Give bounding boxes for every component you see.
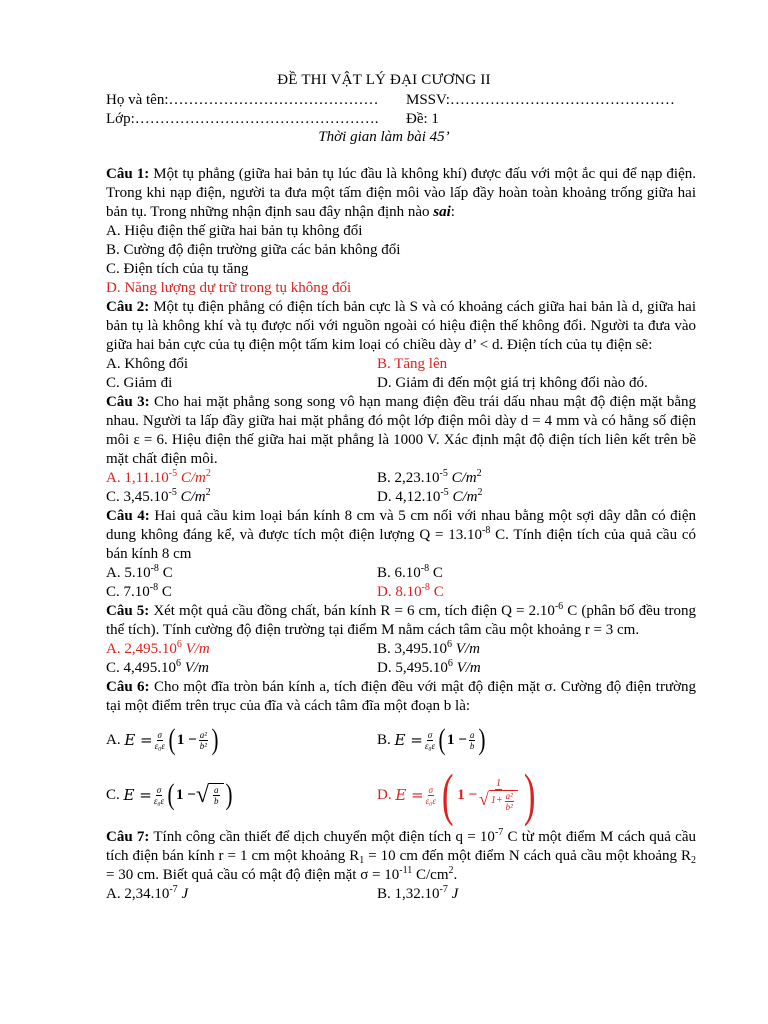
- question-text: Tính công cần thiết để dịch chuyển một điện tích q = 10: [149, 829, 495, 845]
- option-exponent: -8: [150, 563, 159, 574]
- question-3: [106, 393, 696, 469]
- option-letter: A.: [106, 731, 121, 748]
- header-row-1: [106, 92, 706, 109]
- question-6: [106, 678, 696, 716]
- option-4c[interactable]: [106, 583, 377, 602]
- question-number: Câu 4:: [106, 508, 150, 524]
- option-1d-answer[interactable]: D. Năng lượng dự trữ trong tụ không đổi: [106, 280, 352, 296]
- option-unit: V/m: [185, 641, 210, 657]
- question-text: Xét một quả cầu đồng chất, bán kính R = 6 cm, tích điện Q = 2.10: [149, 603, 555, 619]
- option-exponent: -8: [149, 582, 159, 593]
- denominator: ε₀ε: [425, 795, 436, 806]
- question-text: Hai quả cầu kim loại bán kính 8 cm và 5 cm nối với nhau bằng một sợi dây dẫn có điện dung không đáng kể, và được tích một điện lượng Q = 13.10: [106, 508, 697, 543]
- option-7a[interactable]: [106, 885, 377, 904]
- option-exponent: -8: [421, 582, 430, 593]
- option-exponent: -7: [439, 884, 448, 895]
- option-value: B. 2,23.10: [377, 470, 440, 486]
- paren-open: (: [168, 723, 176, 756]
- one-minus: 1 −: [457, 786, 478, 803]
- option-4b[interactable]: [377, 564, 443, 583]
- numerator: a: [214, 785, 219, 795]
- option-unit: C: [162, 565, 173, 581]
- question-text-part: = 30 cm. Biết quả cầu có mật độ điện mặt σ = 10: [106, 867, 400, 883]
- radical-sign: √: [479, 788, 489, 809]
- option-value: B. 3,495.10: [377, 641, 448, 657]
- exam-title: ĐỀ THI VẬT LÝ ĐẠI CƯƠNG II: [277, 72, 491, 88]
- denominator: ε₀ε: [154, 740, 165, 751]
- unit-exponent: 2: [477, 487, 483, 498]
- option-unit: J: [181, 886, 189, 902]
- fraction: [425, 730, 435, 751]
- option-3c[interactable]: [106, 488, 377, 507]
- option-6d-answer[interactable]: [377, 762, 539, 827]
- denominator: b: [469, 740, 475, 751]
- question-text-part: C từ một điểm M cách quả cầu tích điện bán kính r = 1 cm một khoảng R: [106, 829, 696, 864]
- paren-open: (: [441, 762, 454, 827]
- unit-exponent: 2: [205, 468, 211, 479]
- option-value: D. 5,495.10: [377, 660, 448, 676]
- numerator: 1: [495, 777, 501, 789]
- paren-open: (: [167, 778, 175, 811]
- question-2: [106, 298, 696, 355]
- one-plus: 1+: [490, 795, 503, 806]
- radicand: [209, 783, 224, 807]
- square-root: [479, 790, 518, 812]
- text-exponent: 2: [448, 865, 454, 876]
- option-value: C. 7.10: [106, 584, 150, 600]
- question-number: Câu 6:: [106, 679, 150, 695]
- question-1: [106, 165, 696, 222]
- option-unit: C/m: [180, 489, 206, 505]
- option-2c[interactable]: C. Giảm đi: [106, 375, 173, 391]
- text-exponent: -8: [482, 525, 491, 536]
- question-number: Câu 2:: [106, 299, 150, 315]
- option-1a[interactable]: A. Hiệu điện thế giữa hai bản tụ không đổi: [106, 223, 363, 239]
- fraction: [213, 785, 220, 806]
- options-row-4cd: [106, 583, 696, 602]
- fraction: [155, 730, 165, 751]
- paren-close: ): [478, 723, 486, 756]
- options-row-3cd: [106, 488, 696, 507]
- question-text-end: C. Tính điện tích của quả cầu có bán kính 8 cm: [106, 527, 697, 562]
- option-letter: C.: [106, 786, 120, 803]
- unit-exponent: 2: [476, 468, 482, 479]
- fraction: [505, 791, 514, 812]
- option-2d[interactable]: D. Giảm đi đến một giá trị không đổi nào đó.: [377, 375, 648, 391]
- text-exponent: -7: [494, 827, 504, 838]
- option-exponent: -5: [168, 468, 178, 479]
- question-text-end: .: [453, 867, 458, 883]
- question-text-end: :: [450, 204, 455, 220]
- option-3a-answer[interactable]: [106, 469, 377, 488]
- options-row-4ab: [106, 564, 696, 583]
- subscript: 2: [691, 855, 697, 866]
- option-4a[interactable]: [106, 564, 377, 583]
- one-minus: 1 −: [176, 786, 196, 803]
- option-value: C. 3,45.10: [106, 489, 169, 505]
- numerator: σ: [157, 729, 162, 740]
- denominator: b²: [505, 801, 513, 812]
- question-number: Câu 3:: [106, 394, 150, 410]
- student-id-label: MSSV:………………………………………: [406, 92, 675, 108]
- option-exponent: -7: [169, 884, 178, 895]
- header-row-2: [106, 111, 706, 128]
- option-6c[interactable]: [106, 780, 377, 810]
- option-exponent: -5: [168, 487, 177, 498]
- radicand: [489, 790, 518, 812]
- option-5c[interactable]: [106, 659, 377, 678]
- option-unit: C: [161, 584, 172, 600]
- denominator: b²: [199, 740, 207, 751]
- option-unit: J: [451, 886, 459, 902]
- options-row-5ab: [106, 640, 696, 659]
- question-text-end: C (phân bố đều trong thể tích). Tính cường độ điện trường tại điểm M nằm cách tâm cầu một khoảng r = 3 cm.: [106, 603, 697, 638]
- option-value: A. 1,11.10: [106, 470, 169, 486]
- option-unit: C: [433, 584, 444, 600]
- option-value: A. 5.10: [106, 565, 151, 581]
- text-exponent: -6: [554, 601, 564, 612]
- question-text: Một tụ phẳng (giữa hai bản tụ lúc đầu là không khí) được đấu với một ắc qui để nạp điện. Trong khi nạp điện, người ta đưa một tấm điện môi vào lấp đầy hoàn toàn khoảng trống giữa hai bản tụ. Trong những nhận định sau đây nhận định nào: [106, 166, 696, 220]
- option-exponent: 6: [447, 658, 453, 669]
- fraction: [426, 785, 436, 806]
- options-row-3ab: [106, 469, 696, 488]
- option-exponent: -5: [440, 487, 449, 498]
- option-unit: C: [432, 565, 443, 581]
- option-unit: V/m: [455, 641, 480, 657]
- fraction: [469, 730, 476, 751]
- exam-code-label: Đề: 1: [406, 111, 439, 127]
- question-4: [106, 507, 696, 564]
- option-5b[interactable]: [377, 640, 480, 659]
- option-exponent: -5: [439, 468, 448, 479]
- name-field-label: Họ và tên:……………………………………: [106, 92, 379, 108]
- option-exponent: -8: [420, 563, 430, 574]
- option-value: D. 4,12.10: [377, 489, 441, 505]
- question-5: [106, 602, 696, 640]
- option-6a[interactable]: [106, 725, 377, 755]
- numerator: σ: [156, 784, 162, 795]
- options-row-6ab: [106, 718, 696, 762]
- option-value: C. 4,495.10: [106, 660, 177, 676]
- question-text-part: = 10 cm đến một điểm N cách quả cầu một khoảng R: [364, 848, 692, 864]
- option-value: D. 8.10: [377, 584, 422, 600]
- questions-body: [106, 165, 696, 904]
- denominator: b: [214, 796, 219, 806]
- option-5a-answer[interactable]: [106, 640, 377, 659]
- option-value: B. 1,32.10: [377, 886, 440, 902]
- question-text-part: C/cm: [412, 867, 449, 883]
- subscript: 1: [359, 855, 365, 866]
- eq-lhs: E =: [394, 730, 423, 749]
- numerator: σ: [427, 729, 433, 740]
- unit-exponent: 2: [205, 487, 211, 498]
- option-letter: B.: [377, 731, 391, 748]
- one-minus: 1 −: [447, 731, 467, 748]
- question-number: Câu 1:: [106, 166, 150, 182]
- paren-close: ): [225, 778, 233, 811]
- numerator: a²: [199, 729, 207, 740]
- options-row-2ab: [106, 355, 696, 374]
- option-7b[interactable]: [377, 885, 458, 904]
- radical-sign: √: [195, 782, 210, 808]
- option-letter: D.: [377, 786, 392, 803]
- one-minus: 1 −: [176, 731, 197, 748]
- denominator: ε₀ε: [424, 740, 436, 751]
- class-field-label: Lớp:………………………………………….: [106, 111, 379, 127]
- fraction: [154, 785, 164, 806]
- option-value: B. 6.10: [377, 565, 421, 581]
- option-unit: V/m: [184, 660, 209, 676]
- option-1b[interactable]: B. Cường độ điện trường giữa các bản không đổi: [106, 242, 401, 258]
- options-row-2cd: [106, 374, 696, 393]
- option-2a[interactable]: A. Không đổi: [106, 356, 189, 372]
- option-exponent: 6: [176, 658, 182, 669]
- option-3d[interactable]: [377, 488, 482, 507]
- option-2b-answer[interactable]: B. Tăng lên: [377, 356, 448, 372]
- exam-duration: Thời gian làm bài 45’: [318, 129, 450, 145]
- option-5d[interactable]: [377, 659, 481, 678]
- square-root: [196, 783, 224, 807]
- denominator: ε₀ε: [153, 795, 165, 806]
- option-value: A. 2,495.10: [106, 641, 177, 657]
- numerator: a²: [505, 790, 513, 801]
- option-6b[interactable]: [377, 725, 487, 755]
- options-row-5cd: [106, 659, 696, 678]
- option-unit: C/m: [180, 470, 206, 486]
- option-exponent: 6: [447, 639, 453, 650]
- eq-lhs: E =: [124, 730, 153, 749]
- fraction: [199, 730, 208, 751]
- option-unit: C/m: [451, 470, 477, 486]
- question-number: Câu 7:: [106, 829, 150, 845]
- text-exponent: -11: [399, 865, 413, 876]
- fraction: [479, 779, 518, 812]
- paren-open: (: [438, 723, 446, 756]
- question-number: Câu 5:: [106, 603, 150, 619]
- options-row-7ab: [106, 885, 696, 904]
- question-7: [106, 828, 696, 885]
- option-1c[interactable]: C. Điện tích của tụ tăng: [106, 261, 249, 277]
- option-exponent: 6: [176, 639, 182, 650]
- eq-lhs: E =: [123, 785, 152, 804]
- option-4d-answer[interactable]: [377, 583, 444, 602]
- paren-close: ): [523, 762, 536, 827]
- option-3b[interactable]: [377, 469, 482, 488]
- option-unit: C/m: [452, 489, 478, 505]
- numerator: a: [469, 729, 475, 740]
- option-unit: V/m: [456, 660, 481, 676]
- question-text: Cho một đĩa tròn bán kính a, tích điện đều với mật độ điện mặt σ. Cường độ điện trường tại một điểm trên trục của đĩa và cách tâm đĩa một đoạn b là:: [106, 679, 697, 714]
- options-row-6cd: [106, 764, 696, 826]
- option-value: A. 2,34.10: [106, 886, 170, 902]
- question-text: Một tụ điện phẳng có điện tích bản cực là S và có khoảng cách giữa hai bản là d, giữa hai bản tụ là không khí và tụ được nối với nguồn ngoài có hiệu điện thế không đổi. Người ta đưa vào giữa hai bản cực của tụ điện một tấm kim loại có chiều dày d’ < d. Điện tích của tụ điện sẽ:: [106, 299, 696, 353]
- eq-lhs: E =: [395, 785, 424, 804]
- paren-close: ): [211, 723, 219, 756]
- question-text: Cho hai mặt phẳng song song vô hạn mang điện đều trái dấu nhau mật độ điện mặt bằng nhau. Người ta lấp đầy giữa hai mặt phẳng đó một lớp điện môi dày d = 4 mm và có hằng số điện môi ε = 6. Hiệu điện thế giữa hai mặt phẳng là 1000 V. Xác định mật độ điện tích liên kết trên bề mặt chất điện môi.: [106, 394, 696, 467]
- emphasis-word: sai: [433, 204, 451, 220]
- numerator: σ: [428, 784, 433, 795]
